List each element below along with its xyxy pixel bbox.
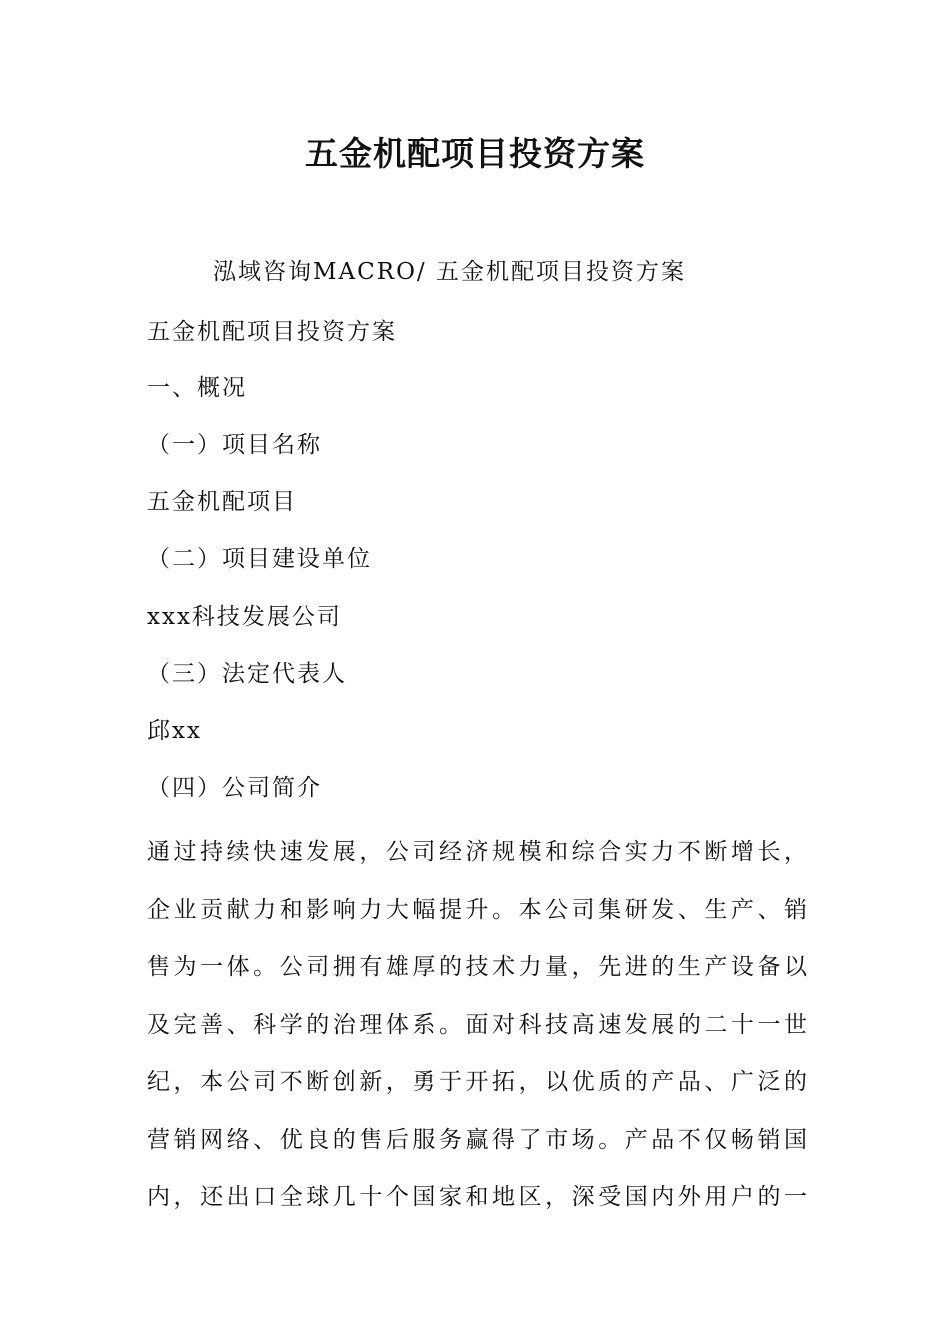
paragraph-line: 企业贡献力和影响力大幅提升。本公司集研发、生产、销 (147, 896, 807, 923)
subsection-heading-project-name: （一）项目名称 (147, 432, 322, 458)
paragraph-line: 售为一体。公司拥有雄厚的技术力量，先进的生产设备以 (147, 954, 807, 980)
project-heading: 五金机配项目投资方案 (147, 319, 397, 345)
subsection-heading-builder: （二）项目建设单位 (147, 546, 372, 572)
paragraph-line: 纪，本公司不断创新，勇于开拓，以优质的产品、广泛的 (147, 1069, 807, 1095)
document-subtitle: 泓域咨询MACRO/ 五金机配项目投资方案 (213, 259, 686, 285)
legal-rep-value: 邱xx (147, 718, 202, 744)
document-title: 五金机配项目投资方案 (305, 134, 645, 173)
paragraph-line: 内，还出口全球几十个国家和地区，深受国内外用户的一 (147, 1184, 807, 1210)
subsection-heading-company-intro: （四）公司简介 (147, 775, 322, 801)
subsection-heading-legal-rep: （三）法定代表人 (147, 661, 347, 687)
builder-value: xxx科技发展公司 (147, 604, 342, 630)
section-heading-overview: 一、概况 (147, 375, 247, 401)
paragraph-line: 营销网络、优良的售后服务赢得了市场。产品不仅畅销国 (147, 1126, 807, 1153)
paragraph-line: 及完善、科学的治理体系。面对科技高速发展的二十一世 (147, 1011, 807, 1038)
company-intro-paragraph (147, 824, 807, 1227)
project-name-value: 五金机配项目 (147, 489, 297, 515)
paragraph-line: 通过持续快速发展，公司经济规模和综合实力不断增长， (147, 839, 807, 865)
